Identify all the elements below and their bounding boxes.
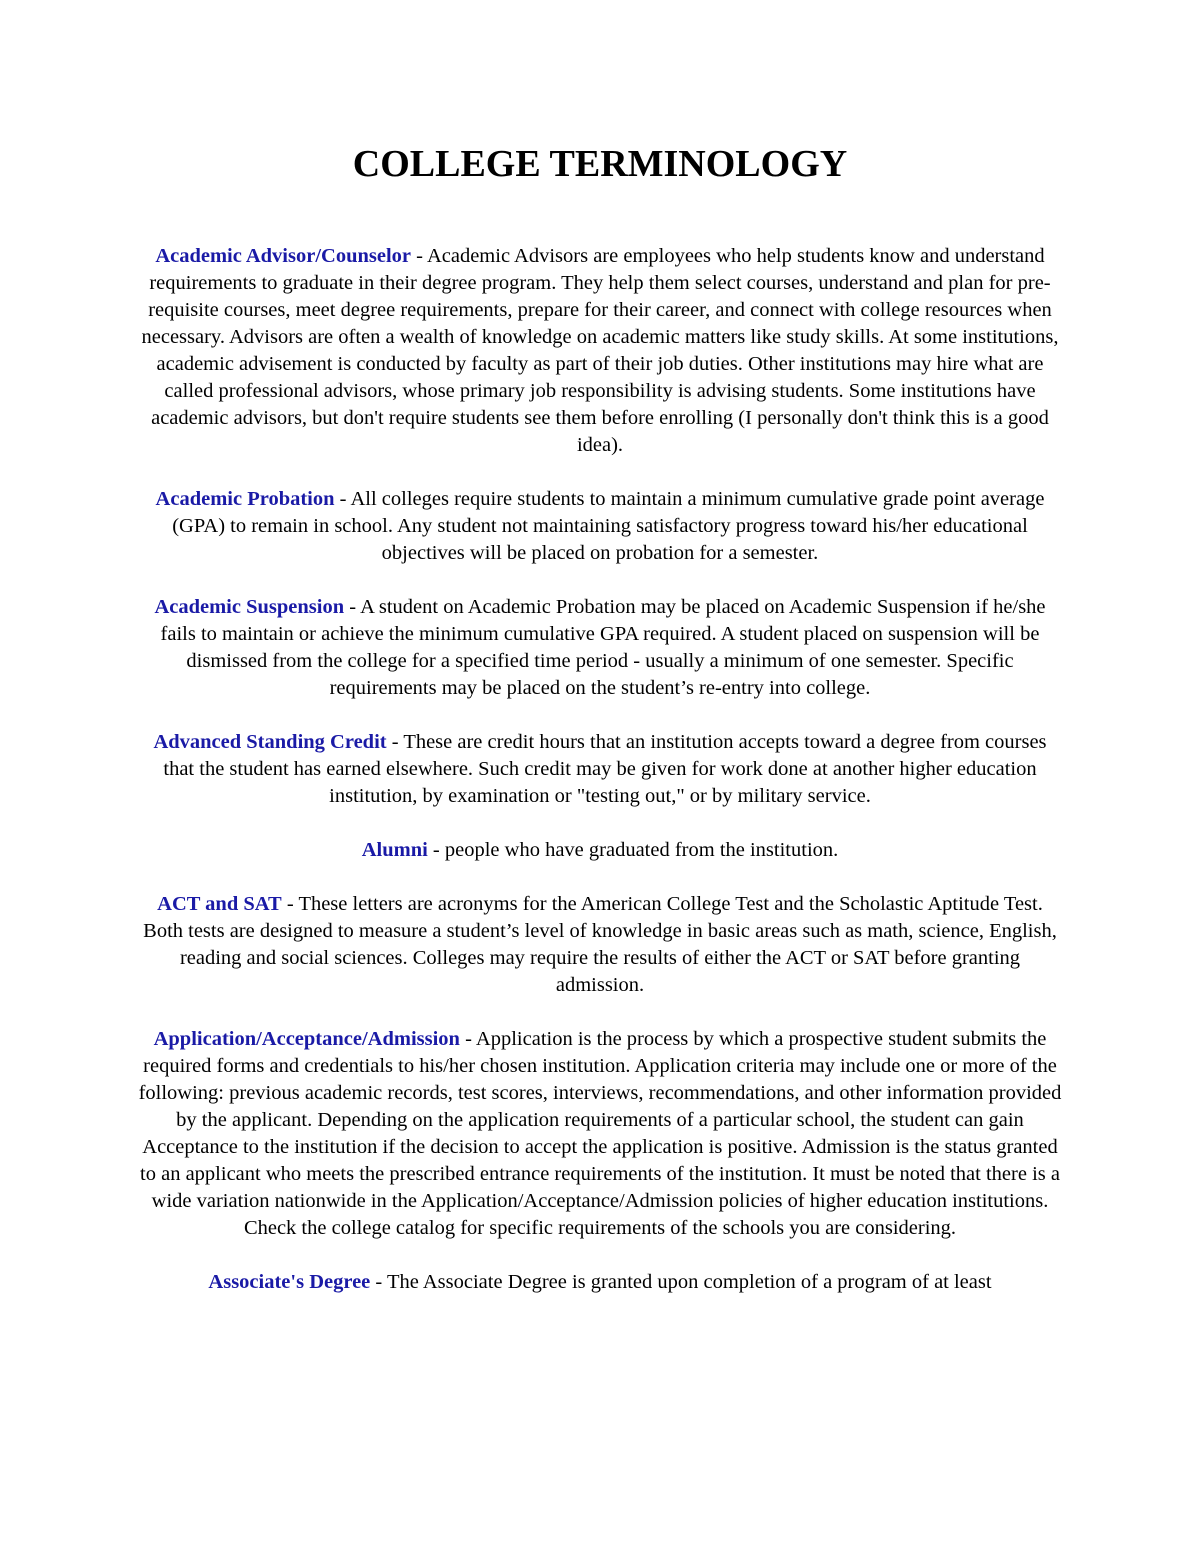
glossary-entries bbox=[138, 243, 1062, 1323]
entry-term: Associate's Degree bbox=[208, 1271, 371, 1293]
entry-definition: All colleges require students to maintain a minimum cumulative grade point average (GPA) to remain in school. Any student not maintaining satisfactory progress toward his/her educational objectives will be placed on probation for a semester. bbox=[172, 488, 1045, 564]
entry-term: Academic Probation bbox=[155, 488, 335, 510]
entry-term: Application/Acceptance/Admission bbox=[153, 1028, 460, 1050]
entry-separator: - bbox=[281, 893, 299, 915]
entry-definition: Application is the process by which a prospective student submits the required forms and credentials to his/her chosen institution. Application criteria may include one or more of the following: previous academic records, test scores, interviews, recommendations, and other information provided by the applicant. Depending on the application requirements of a particular school, the student can gain Acceptance to the institution if the decision to accept the application is positive. Admission is the status granted to an applicant who meets the prescribed entrance requirements of the institution. It must be noted that there is a wide variation nationwide in the Application/Acceptance/Admission policies of higher education institutions. Check the college catalog for specific requirements of the schools you are considering. bbox=[138, 1028, 1062, 1239]
glossary-entry-advanced-standing-credit bbox=[138, 729, 1062, 810]
glossary-entry-application-acceptance-admission bbox=[138, 1026, 1062, 1242]
glossary-entry-alumni bbox=[138, 837, 1062, 864]
page-title: COLLEGE TERMINOLOGY bbox=[352, 143, 848, 185]
entry-definition: The Associate Degree is granted upon completion of a program of at least bbox=[387, 1271, 992, 1293]
entry-definition: These are credit hours that an institution accepts toward a degree from courses that the student has earned elsewhere. Such credit may be given for work done at another higher education institution, by examination or "testing out," or by military service. bbox=[163, 731, 1047, 807]
glossary-entry-act-and-sat bbox=[138, 891, 1062, 999]
entry-definition: Academic Advisors are employees who help students know and understand requirements to graduate in their degree program. They help them select courses, understand and plan for pre-requisite courses, meet degree requirements, prepare for their career, and connect with college resources when necessary. Advisors are often a wealth of knowledge on academic matters like study skills. At some institutions, academic advisement is conducted by faculty as part of their job duties. Other institutions may hire what are called professional advisors, whose primary job responsibility is advising students. Some institutions have academic advisors, but don't require students see them before enrolling (I personally don't think this is a good idea). bbox=[141, 245, 1059, 456]
entry-term: Alumni bbox=[361, 839, 428, 861]
entry-separator: - bbox=[370, 1271, 387, 1293]
glossary-entry-associates-degree bbox=[138, 1269, 1062, 1296]
entry-separator: - bbox=[459, 1028, 476, 1050]
glossary-entry-academic-advisor bbox=[138, 243, 1062, 459]
glossary-entry-academic-suspension bbox=[138, 594, 1062, 702]
entry-separator: - bbox=[427, 839, 445, 861]
entry-separator: - bbox=[411, 245, 427, 267]
glossary-entry-academic-probation bbox=[138, 486, 1062, 567]
entry-term: ACT and SAT bbox=[157, 893, 282, 915]
entry-separator: - bbox=[334, 488, 351, 510]
entry-term: Advanced Standing Credit bbox=[153, 731, 387, 753]
entry-definition: people who have graduated from the institution. bbox=[444, 839, 839, 861]
entry-term: Academic Suspension bbox=[154, 596, 345, 618]
entry-term: Academic Advisor/Counselor bbox=[155, 245, 411, 267]
entry-definition: These letters are acronyms for the American College Test and the Scholastic Aptitude Test. Both tests are designed to measure a student’s level of knowledge in basic areas such as math, science, English, reading and social sciences. Colleges may require the results of either the ACT or SAT before granting admission. bbox=[143, 893, 1057, 996]
entry-separator: - bbox=[386, 731, 404, 753]
entry-definition: A student on Academic Probation may be placed on Academic Suspension if he/she fails to maintain or achieve the minimum cumulative GPA required. A student placed on suspension will be dismissed from the college for a specified time period - usually a minimum of one semester. Specific requirements may be placed on the student’s re-entry into college. bbox=[160, 596, 1046, 699]
entry-separator: - bbox=[344, 596, 361, 618]
